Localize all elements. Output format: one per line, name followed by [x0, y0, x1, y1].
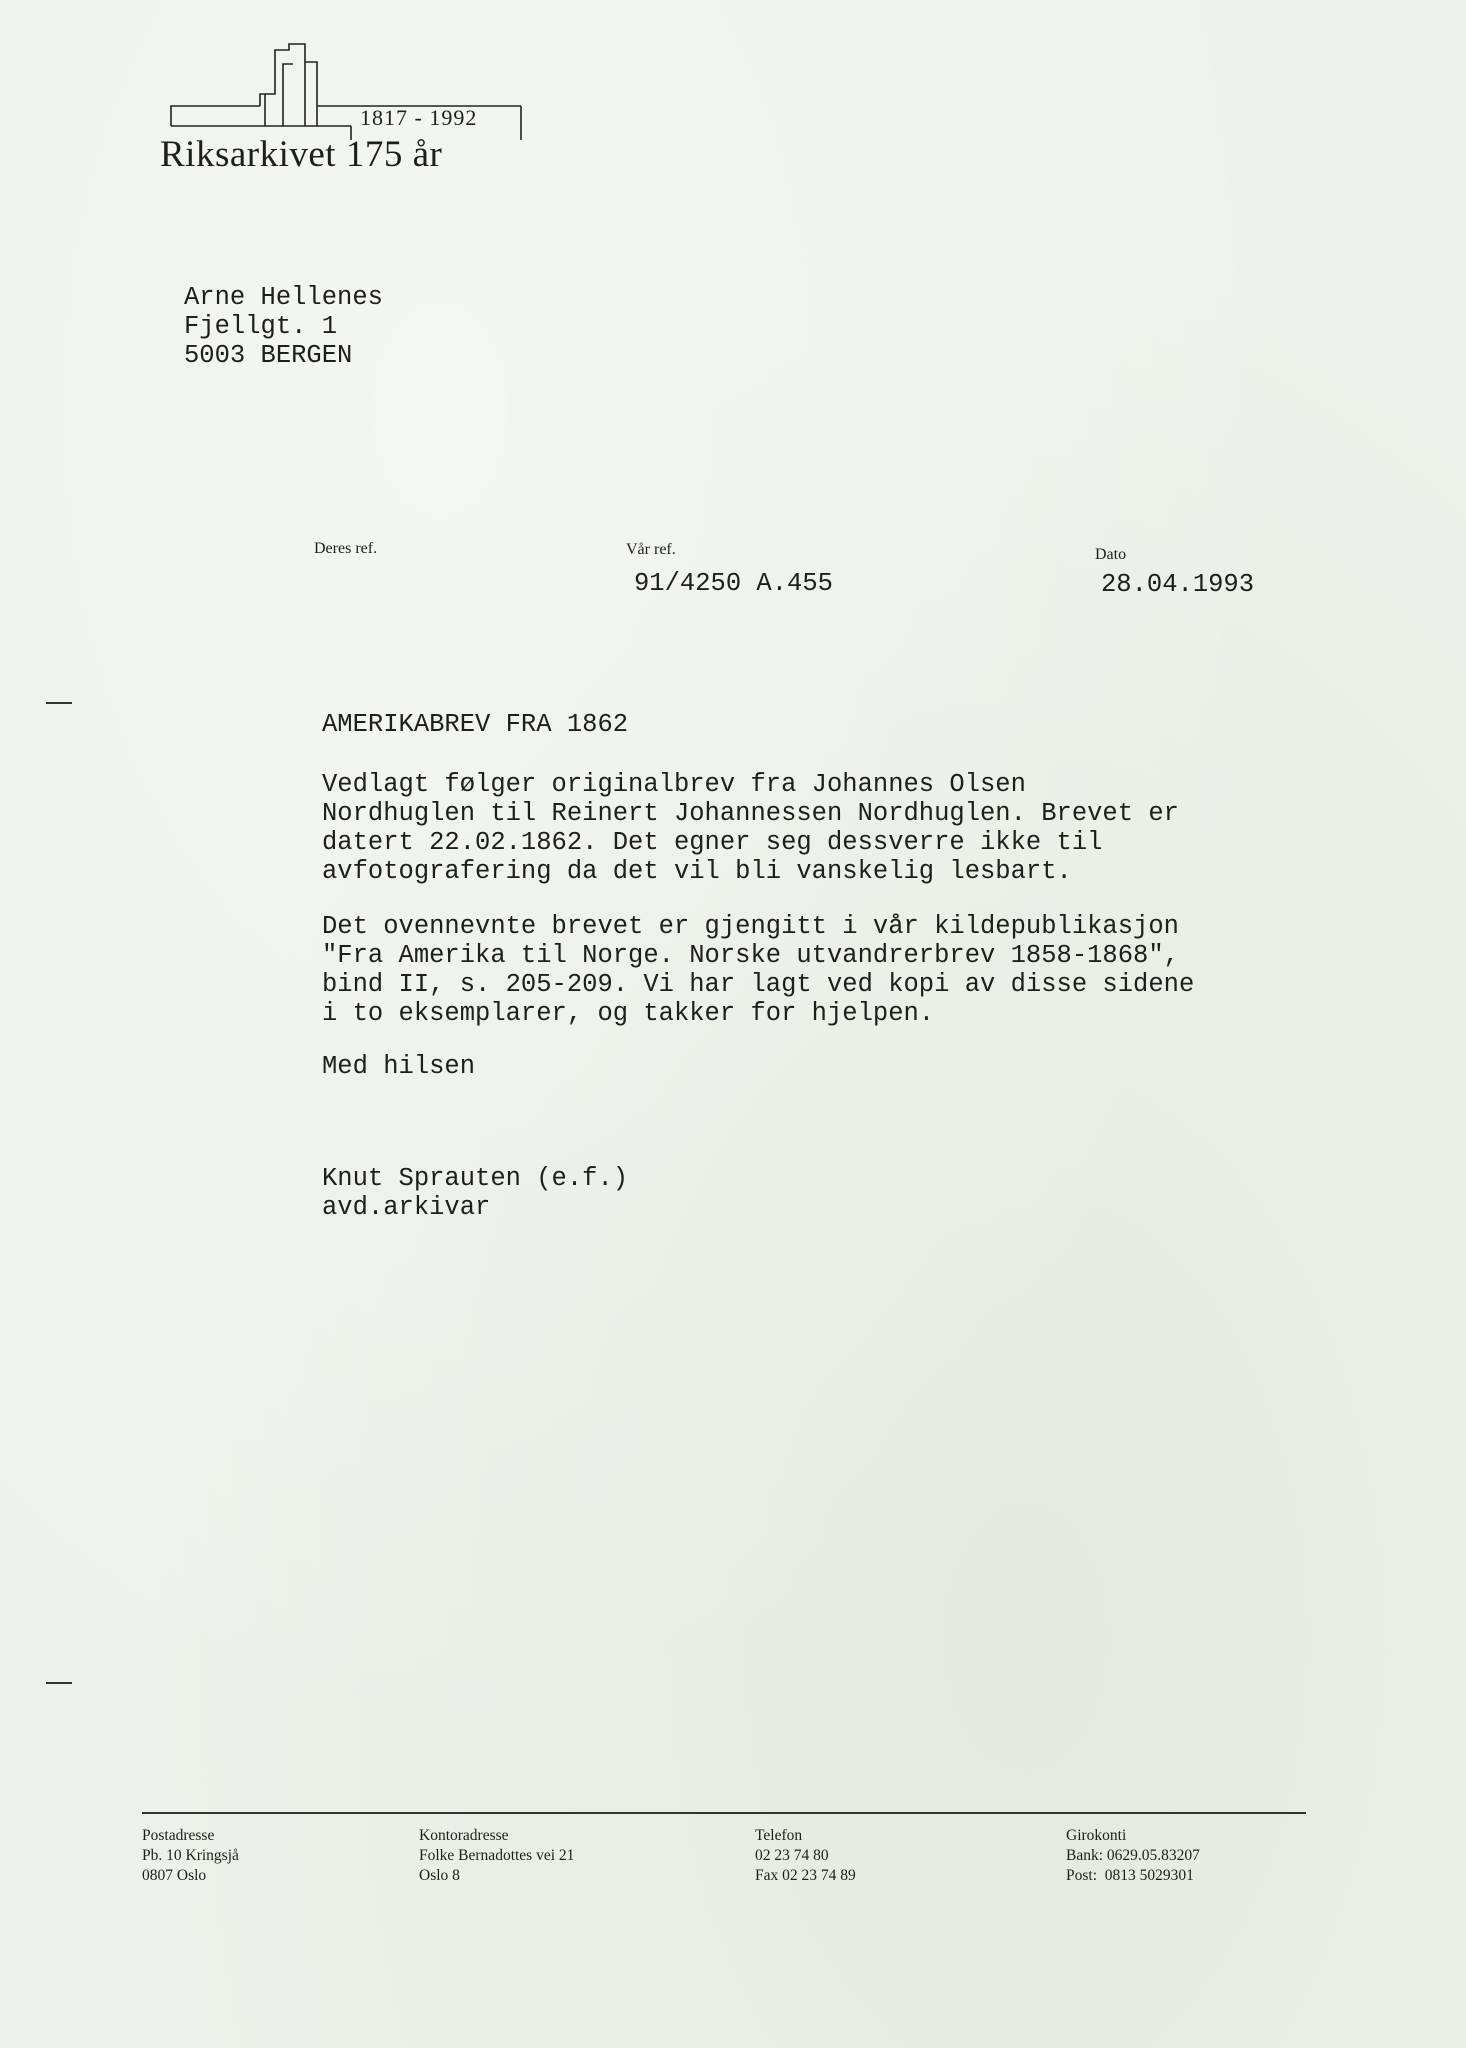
footer-label: Postadresse — [142, 1827, 215, 1844]
paragraph-line: Det ovennevnte brevet er gjengitt i vår kildepublikasjon — [322, 912, 1179, 941]
footer-line: Fax 02 23 74 89 — [755, 1867, 856, 1884]
footer-line: 0807 Oslo — [142, 1867, 207, 1884]
dato-label: Dato — [1095, 546, 1127, 563]
paragraph-line: i to eksemplarer, og takker for hjelpen. — [322, 999, 935, 1028]
footer-line: Oslo 8 — [419, 1867, 460, 1884]
paragraph-2 — [322, 912, 1194, 1028]
paragraph-line: bind II, s. 205-209. Vi har lagt ved kopi av disse sidene — [322, 970, 1195, 999]
recipient-line: Fjellgt. 1 — [184, 312, 338, 341]
recipient-address — [184, 283, 383, 370]
recipient-line: Arne Hellenes — [184, 283, 383, 312]
footer-label: Telefon — [755, 1827, 803, 1844]
paragraph-line: "Fra Amerika til Norge. Norske utvandrerbrev 1858-1868", — [322, 941, 1179, 970]
footer-line: Pb. 10 Kringsjå — [142, 1847, 239, 1864]
paragraph-line: datert 22.02.1862. Det egner seg dessverre ikke til — [322, 828, 1103, 857]
fold-mark — [46, 1682, 72, 1684]
var-ref-label: Vår ref. — [626, 541, 676, 558]
signature-title: avd.arkivar — [322, 1193, 491, 1222]
letter-subject — [322, 710, 628, 739]
paragraph-line: Nordhuglen til Reinert Johannessen Nordhuglen. Brevet er — [322, 799, 1179, 828]
subject-line: AMERIKABREV FRA 1862 — [322, 710, 629, 739]
footer-kontoradresse — [419, 1826, 574, 1886]
footer-label: Girokonti — [1066, 1827, 1127, 1844]
recipient-line: 5003 BERGEN — [184, 341, 353, 370]
paragraph-line: avfotografering da det vil bli vanskelig lesbart. — [322, 857, 1072, 886]
letterhead-years: 1817 - 1992 — [360, 105, 478, 130]
footer-divider — [142, 1812, 1306, 1814]
deres-ref-label: Deres ref. — [314, 540, 378, 557]
footer-line: Folke Bernadottes vei 21 — [419, 1847, 575, 1864]
footer-line: 02 23 74 80 — [755, 1847, 829, 1864]
var-ref-value: 91/4250 A.455 — [634, 569, 833, 598]
footer-girokonti — [1066, 1826, 1200, 1886]
footer-line: Bank: 0629.05.83207 — [1066, 1847, 1200, 1864]
dato-value: 28.04.1993 — [1101, 570, 1255, 599]
signature-name: Knut Sprauten (e.f.) — [322, 1164, 629, 1193]
riksarkivet-logo-icon — [165, 42, 535, 142]
footer-telefon — [755, 1826, 856, 1886]
signature-block — [322, 1164, 628, 1222]
letterhead-brand: Riksarkivet 175 år — [160, 134, 443, 175]
footer-line: Post: 0813 5029301 — [1066, 1867, 1194, 1884]
paragraph-line: Vedlagt følger originalbrev fra Johannes Olsen — [322, 770, 1026, 799]
closing-line: Med hilsen — [322, 1052, 476, 1081]
footer-postadresse — [142, 1826, 239, 1886]
fold-mark — [46, 702, 72, 704]
closing — [322, 1052, 475, 1081]
footer-label: Kontoradresse — [419, 1827, 509, 1844]
paragraph-1 — [322, 770, 1179, 886]
